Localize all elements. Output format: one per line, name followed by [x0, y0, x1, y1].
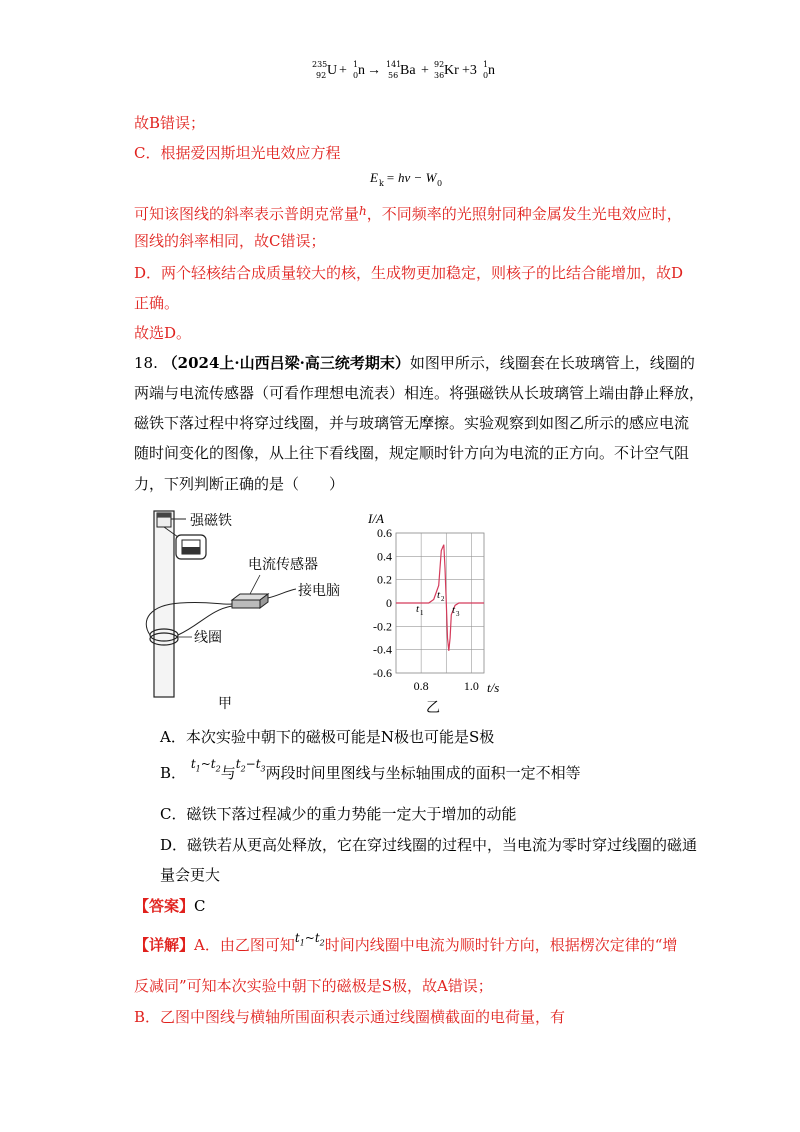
choose-answer: 故选D。 — [134, 324, 192, 342]
y-tick-label: -0.4 — [373, 642, 392, 657]
c-line2: 图线的斜率相同，故C错误； — [134, 232, 326, 250]
ba-mass: 141 — [386, 60, 402, 69]
x-tick-label: 0.8 — [413, 679, 429, 693]
t2-sub: 2 — [441, 595, 445, 603]
detail-line1 — [134, 931, 678, 962]
t-sub: 2 — [319, 938, 325, 948]
c-line1 — [134, 200, 682, 225]
detail-a-text: 时间内线圈中电流为顺时针方向，根据楞次定律的“增 — [324, 936, 678, 954]
detail-interval — [294, 931, 325, 948]
y-tick-label: 0 — [386, 596, 392, 610]
sensor-label: 电流传感器 — [248, 558, 318, 573]
option-b-interval2 — [235, 757, 266, 774]
figure-caption-jia: 甲 — [218, 697, 232, 710]
n-num: 0 — [353, 71, 359, 80]
d-line2: 正确。 — [134, 294, 180, 312]
n-num: 0 — [483, 71, 489, 80]
answer-label: 【答案】 — [134, 897, 195, 915]
t-sub: 2 — [215, 764, 221, 774]
x-tick-label: 1.0 — [463, 679, 479, 693]
u-mass: 235 — [312, 60, 328, 69]
d-line1: D．两个轻核结合成质量较大的核，生成物更加稳定，则核子的比结合能增加，故D — [134, 264, 684, 282]
tilde: ~ — [200, 757, 211, 771]
detail-label: 【详解】 — [134, 936, 195, 954]
annotation-t1 — [416, 603, 424, 617]
t1-sub: 1 — [420, 609, 424, 617]
question-line5: 力，下列判断正确的是（ ） — [134, 475, 345, 493]
zero-sub: 0 — [437, 179, 443, 188]
kr-mass: 92 — [434, 60, 445, 69]
option-b-interval1 — [190, 757, 221, 774]
h-symbol: h — [359, 204, 367, 218]
option-d-line2: 量会更大 — [160, 866, 221, 884]
n-mass: 1 — [353, 60, 359, 69]
question-line2: 两端与电流传感器（可看作理想电流表）相连。将强磁铁从长玻璃管上端由静止释放， — [134, 384, 705, 402]
x-axis-label: t/s — [487, 680, 500, 695]
ek-symbol: E — [370, 170, 378, 185]
figure-yi-chart — [360, 505, 510, 720]
t-sub: 3 — [260, 764, 266, 774]
answer-value: C — [194, 897, 206, 915]
annotation-t2 — [437, 589, 445, 603]
option-b-text: 两段时间里图线与坐标轴围成的面积一定不相等 — [265, 764, 581, 782]
y-tick-label: 0.2 — [377, 572, 392, 587]
plus-sign: + — [339, 63, 347, 78]
magnet-label: 强磁铁 — [190, 514, 232, 529]
t-sub: 2 — [240, 764, 246, 774]
coil-label: 线圈 — [194, 631, 222, 646]
option-b — [160, 757, 581, 790]
c-intro: C．根据爱因斯坦光电效应方程 — [134, 144, 341, 162]
arrow: → — [367, 63, 381, 78]
detail-line2: 反减同”可知本次实验中朝下的磁极是S极，故A错误； — [134, 977, 493, 995]
option-c: C．磁铁下落过程减少的重力势能一定大于增加的动能 — [160, 805, 517, 823]
fission-equation — [310, 60, 510, 86]
plus-sign: + — [421, 63, 429, 78]
photo-equation — [370, 170, 450, 190]
ba-symbol: Ba — [400, 63, 416, 78]
t1-label: t — [416, 603, 420, 615]
detail-line3: B．乙图中图线与横轴所围面积表示通过线圈横截面的电荷量，有 — [134, 1008, 566, 1026]
x-ticks — [414, 679, 479, 693]
question-line3: 磁铁下落过程中将穿过线圈，并与玻璃管无摩擦。实验观察到如图乙所示的感应电流 — [134, 414, 690, 432]
t-symbol: t — [190, 757, 196, 771]
y-tick-label: 0.6 — [377, 526, 392, 540]
t-symbol: t — [235, 757, 241, 771]
computer-label: 接电脑 — [298, 584, 340, 599]
answer — [134, 895, 206, 917]
t3-label: t — [452, 604, 456, 616]
option-b-prefix: B． — [160, 764, 187, 782]
option-b-and: 与 — [220, 764, 236, 782]
t2-label: t — [437, 589, 441, 601]
u-symbol: U — [327, 63, 338, 78]
n-symbol: n — [488, 63, 495, 78]
t-symbol: t — [255, 757, 261, 771]
y-tick-label: 0.4 — [377, 549, 392, 564]
annotation-t3 — [452, 604, 460, 618]
option-a: A．本次实验中朝下的磁极可能是N极也可能是S极 — [160, 728, 495, 746]
y-axis-label: I/A — [368, 511, 384, 526]
t3-sub: 3 — [456, 610, 460, 618]
question-number: 18. — [134, 354, 158, 372]
question-source: （2024上·山西吕梁·高三统考期末） — [162, 354, 410, 372]
c-line1b: ，不同频率的光照射同种金属发生光电效应时， — [366, 205, 682, 223]
t-sub: 1 — [299, 938, 305, 948]
n-symbol: n — [358, 63, 365, 78]
plus-three: +3 — [462, 63, 477, 78]
figure-jia — [140, 505, 355, 710]
t-symbol: t — [314, 931, 320, 945]
y-ticks — [373, 526, 392, 680]
ba-num: 56 — [388, 71, 399, 80]
detail-a-prefix: A．由乙图可知 — [194, 936, 295, 954]
n-mass: 1 — [483, 60, 489, 69]
tilde: ~ — [304, 931, 315, 945]
computer-wire — [268, 589, 296, 598]
c-line1a: 可知该图线的斜率表示普朗克常量 — [134, 205, 360, 223]
t-sub: 1 — [195, 764, 201, 774]
question-line4: 随时间变化的图像，从上往下看线圈，规定顺时针方向为电流的正方向。不计空气阻 — [134, 444, 690, 462]
dash: − — [245, 757, 256, 771]
t-symbol: t — [210, 757, 216, 771]
figure-caption-yi: 乙 — [426, 701, 440, 716]
kr-num: 36 — [434, 71, 445, 80]
u-num: 92 — [316, 71, 327, 80]
kr-symbol: Kr — [444, 63, 459, 78]
option-d-line1: D．磁铁若从更高处释放，它在穿过线圈的过程中，当电流为零时穿过线圈的磁通 — [160, 836, 698, 854]
b-wrong: 故B错误； — [134, 114, 206, 132]
t-symbol: t — [294, 931, 300, 945]
photo-rhs: = hν − W — [386, 170, 437, 185]
k-sub: k — [379, 179, 384, 188]
question-text1: 如图甲所示，线圈套在长玻璃管上，线圈的 — [409, 354, 695, 372]
question-line1 — [134, 352, 695, 374]
y-tick-label: -0.2 — [373, 619, 392, 634]
y-tick-label: -0.6 — [373, 666, 392, 680]
